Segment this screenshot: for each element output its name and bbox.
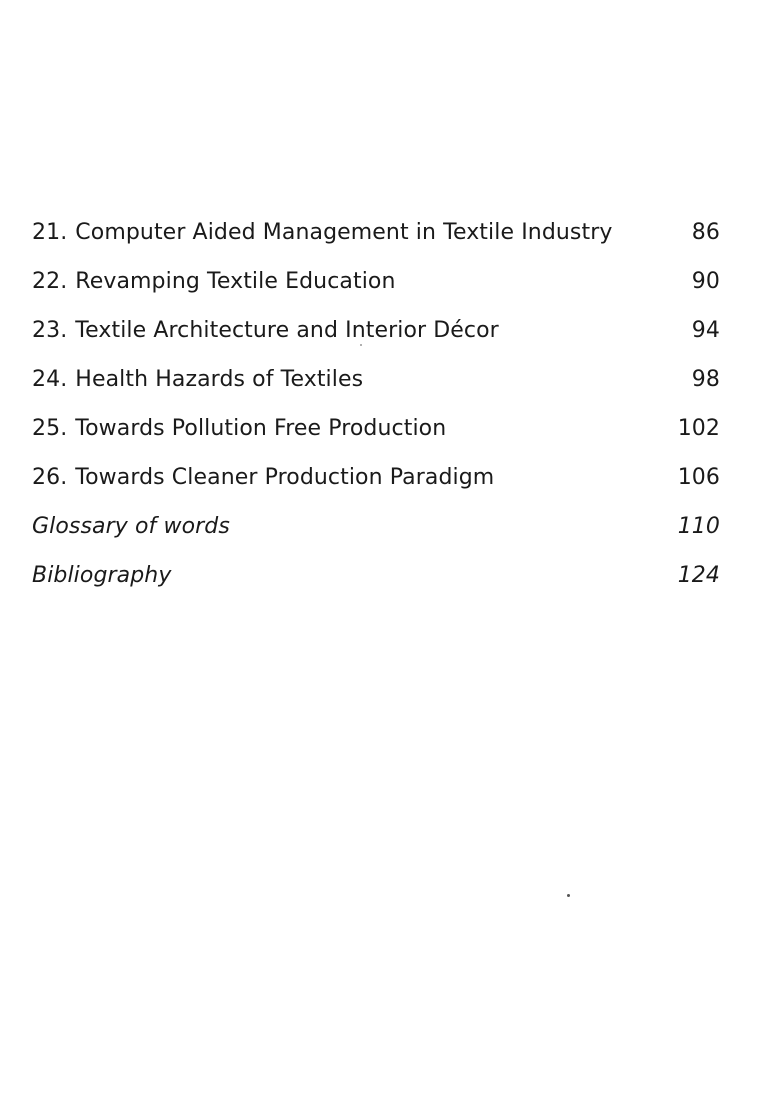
toc-entry-label	[32, 355, 363, 404]
chapter-number: 24.	[32, 367, 68, 392]
chapter-title: Health Hazards of Textiles	[75, 367, 364, 392]
chapter-number: 23.	[32, 318, 68, 343]
table-of-contents	[32, 208, 720, 600]
toc-entry-22[interactable]	[32, 257, 720, 306]
scan-speck	[360, 344, 362, 346]
page-number: 98	[691, 367, 720, 392]
page-number: 86	[691, 220, 720, 245]
page-number: 124	[677, 563, 720, 588]
toc-entry-bibliography[interactable]	[32, 551, 720, 600]
chapter-title: Computer Aided Management in Textile Industry	[75, 220, 613, 245]
chapter-number: 26.	[32, 465, 68, 490]
toc-entry-label	[32, 208, 612, 257]
page-number: 94	[691, 318, 720, 343]
toc-entry-glossary[interactable]	[32, 502, 720, 551]
chapter-title: Textile Architecture and Interior Décor	[75, 318, 499, 343]
chapter-title: Revamping Textile Education	[75, 269, 396, 294]
glossary-title: Glossary of words	[32, 514, 230, 539]
page-number: 110	[677, 514, 720, 539]
toc-entry-label	[32, 453, 494, 502]
page-number: 102	[677, 416, 720, 441]
page-number: 106	[677, 465, 720, 490]
toc-entry-25[interactable]	[32, 404, 720, 453]
chapter-number: 25.	[32, 416, 68, 441]
toc-entry-23[interactable]	[32, 306, 720, 355]
toc-entry-24[interactable]	[32, 355, 720, 404]
chapter-title: Towards Cleaner Production Paradigm	[75, 465, 495, 490]
toc-entry-label	[32, 404, 446, 453]
chapter-number: 21.	[32, 220, 68, 245]
scan-speck	[567, 894, 570, 897]
bibliography-title: Bibliography	[32, 563, 172, 588]
toc-entry-label	[32, 306, 499, 355]
toc-entry-21[interactable]	[32, 208, 720, 257]
chapter-title: Towards Pollution Free Production	[75, 416, 447, 441]
toc-entry-26[interactable]	[32, 453, 720, 502]
page-number: 90	[691, 269, 720, 294]
chapter-number: 22.	[32, 269, 68, 294]
toc-entry-label	[32, 257, 396, 306]
